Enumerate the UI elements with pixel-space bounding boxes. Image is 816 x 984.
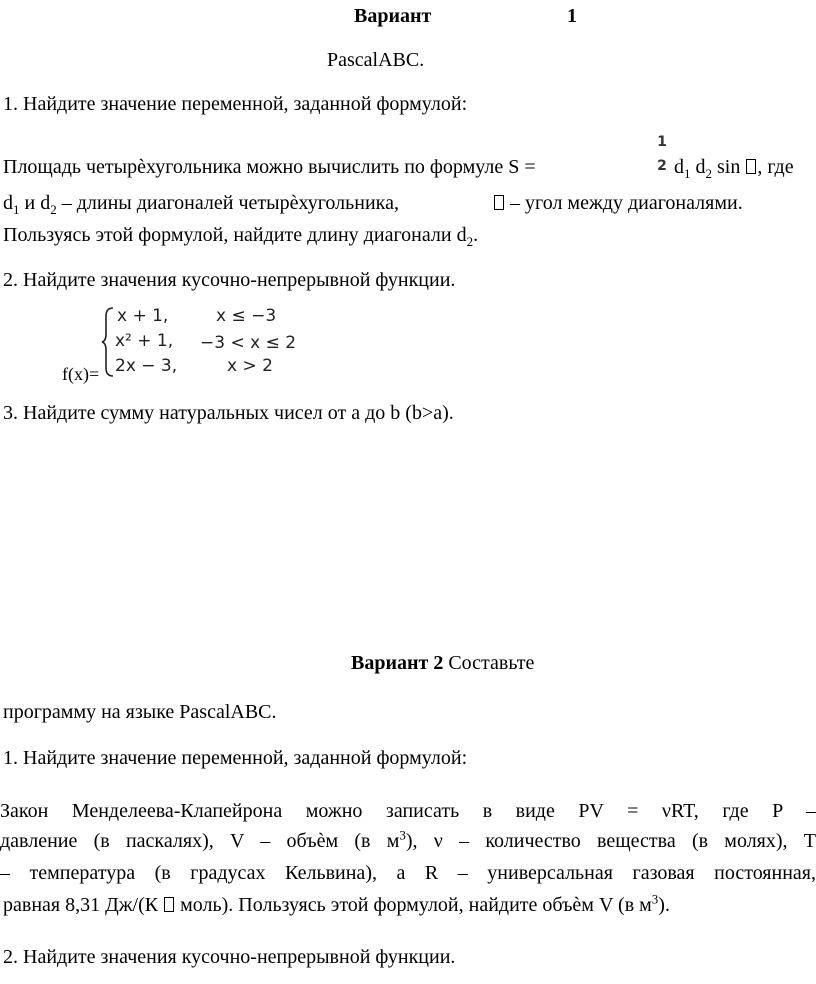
subscript-1: 1: [684, 166, 691, 181]
line4-end: ).: [658, 894, 670, 916]
superscript-3: 3: [651, 891, 659, 907]
subscript-2: 2: [466, 234, 474, 249]
line3-period: .: [473, 224, 479, 246]
variant1-paragraph-line1-formula: [674, 155, 794, 180]
variant2-title-word: Вариант 2: [351, 652, 444, 674]
line4-middle: моль). Пользуясь этой формулой, найдите объѐм V (в м: [180, 894, 652, 916]
variant2-paragraph-line4: [3, 893, 670, 918]
variant1-task2: 2. Найдите значения кусочно-непрерывной функции.: [3, 269, 456, 291]
missing-glyph-box: [164, 897, 174, 912]
piecewise-row-2-cond: −3 < x ≤ 2: [200, 333, 297, 353]
variant2-paragraph-line2: [0, 829, 816, 854]
variant2-paragraph-line3: – температура (в градусах Кельвина), а R – универсальная газовая постоянная,: [0, 862, 816, 884]
variant2-title: [351, 651, 534, 676]
piecewise-brace: [100, 306, 116, 378]
variant1-task1: 1. Найдите значение переменной, заданной формулой:: [3, 93, 468, 115]
line1-prefix: Площадь четырѐхугольника можно вычислить по формуле S =: [3, 156, 536, 178]
variant2-paragraph-line1: Закон Менделеева-Клапейрона можно записать в виде PV = νRT, где P –: [0, 800, 816, 822]
d-symbol: d: [3, 192, 13, 214]
d-symbol: d: [674, 156, 684, 178]
fraction-numerator: 1: [657, 134, 667, 150]
line3-text: Пользуясь этой формулой, найдите длину диагонали d: [3, 224, 467, 246]
subscript-2: 2: [50, 202, 57, 217]
variant1-paragraph-line2-end: [493, 191, 743, 216]
missing-glyph-box: [746, 159, 756, 174]
fx-label: f(x)=: [62, 364, 100, 384]
variant2-title-rest: Составьте: [443, 652, 535, 674]
variant2-task1: 1. Найдите значение переменной, заданной формулой:: [3, 747, 468, 769]
variant1-paragraph-line1: [3, 155, 536, 180]
variant2-task2: 2. Найдите значения кусочно-непрерывной функции.: [3, 946, 456, 968]
d-symbol: d: [695, 156, 706, 178]
line2-end: – угол между диагоналями.: [510, 192, 743, 214]
variant1-title-number: 1: [567, 5, 577, 27]
variant1-paragraph-line3: [3, 223, 478, 248]
piecewise-row-2-expr: x² + 1,: [115, 331, 174, 351]
fraction-denominator: 2: [657, 158, 667, 174]
variant1-title-word: Вариант: [354, 5, 432, 27]
variant1-paragraph-line2: [3, 191, 399, 216]
subscript-2: 2: [705, 166, 712, 181]
subscript-1: 1: [13, 202, 20, 217]
d-symbol: d: [40, 192, 51, 214]
line2-suffix: ), ν – количество вещества (в молях), T: [405, 830, 816, 852]
line2-prefix: давление (в паскалях), V – объѐм (в м: [0, 830, 400, 852]
variant1-title: [354, 4, 431, 29]
superscript-3: 3: [399, 827, 406, 843]
word-and: и: [24, 192, 36, 214]
sin-label: sin: [717, 156, 741, 178]
line4-prefix: равная 8,31 Дж/(К: [3, 894, 159, 916]
variant2-subtitle: программу на языке PascalABC.: [3, 701, 277, 723]
missing-glyph-box: [494, 195, 504, 210]
piecewise-row-1-cond: x ≤ −3: [216, 306, 277, 326]
piecewise-row-1-expr: x + 1,: [117, 306, 169, 326]
variant1-task3: 3. Найдите сумму натуральных чисел от a до b (b>a).: [3, 402, 454, 424]
line2-middle: – длины диагоналей четырѐхугольника,: [61, 192, 399, 214]
line1-suffix: , где: [757, 156, 794, 178]
variant1-subtitle: PascalABC.: [327, 49, 425, 71]
piecewise-row-3-cond: x > 2: [227, 356, 273, 376]
piecewise-row-3-expr: 2x − 3,: [115, 356, 178, 376]
